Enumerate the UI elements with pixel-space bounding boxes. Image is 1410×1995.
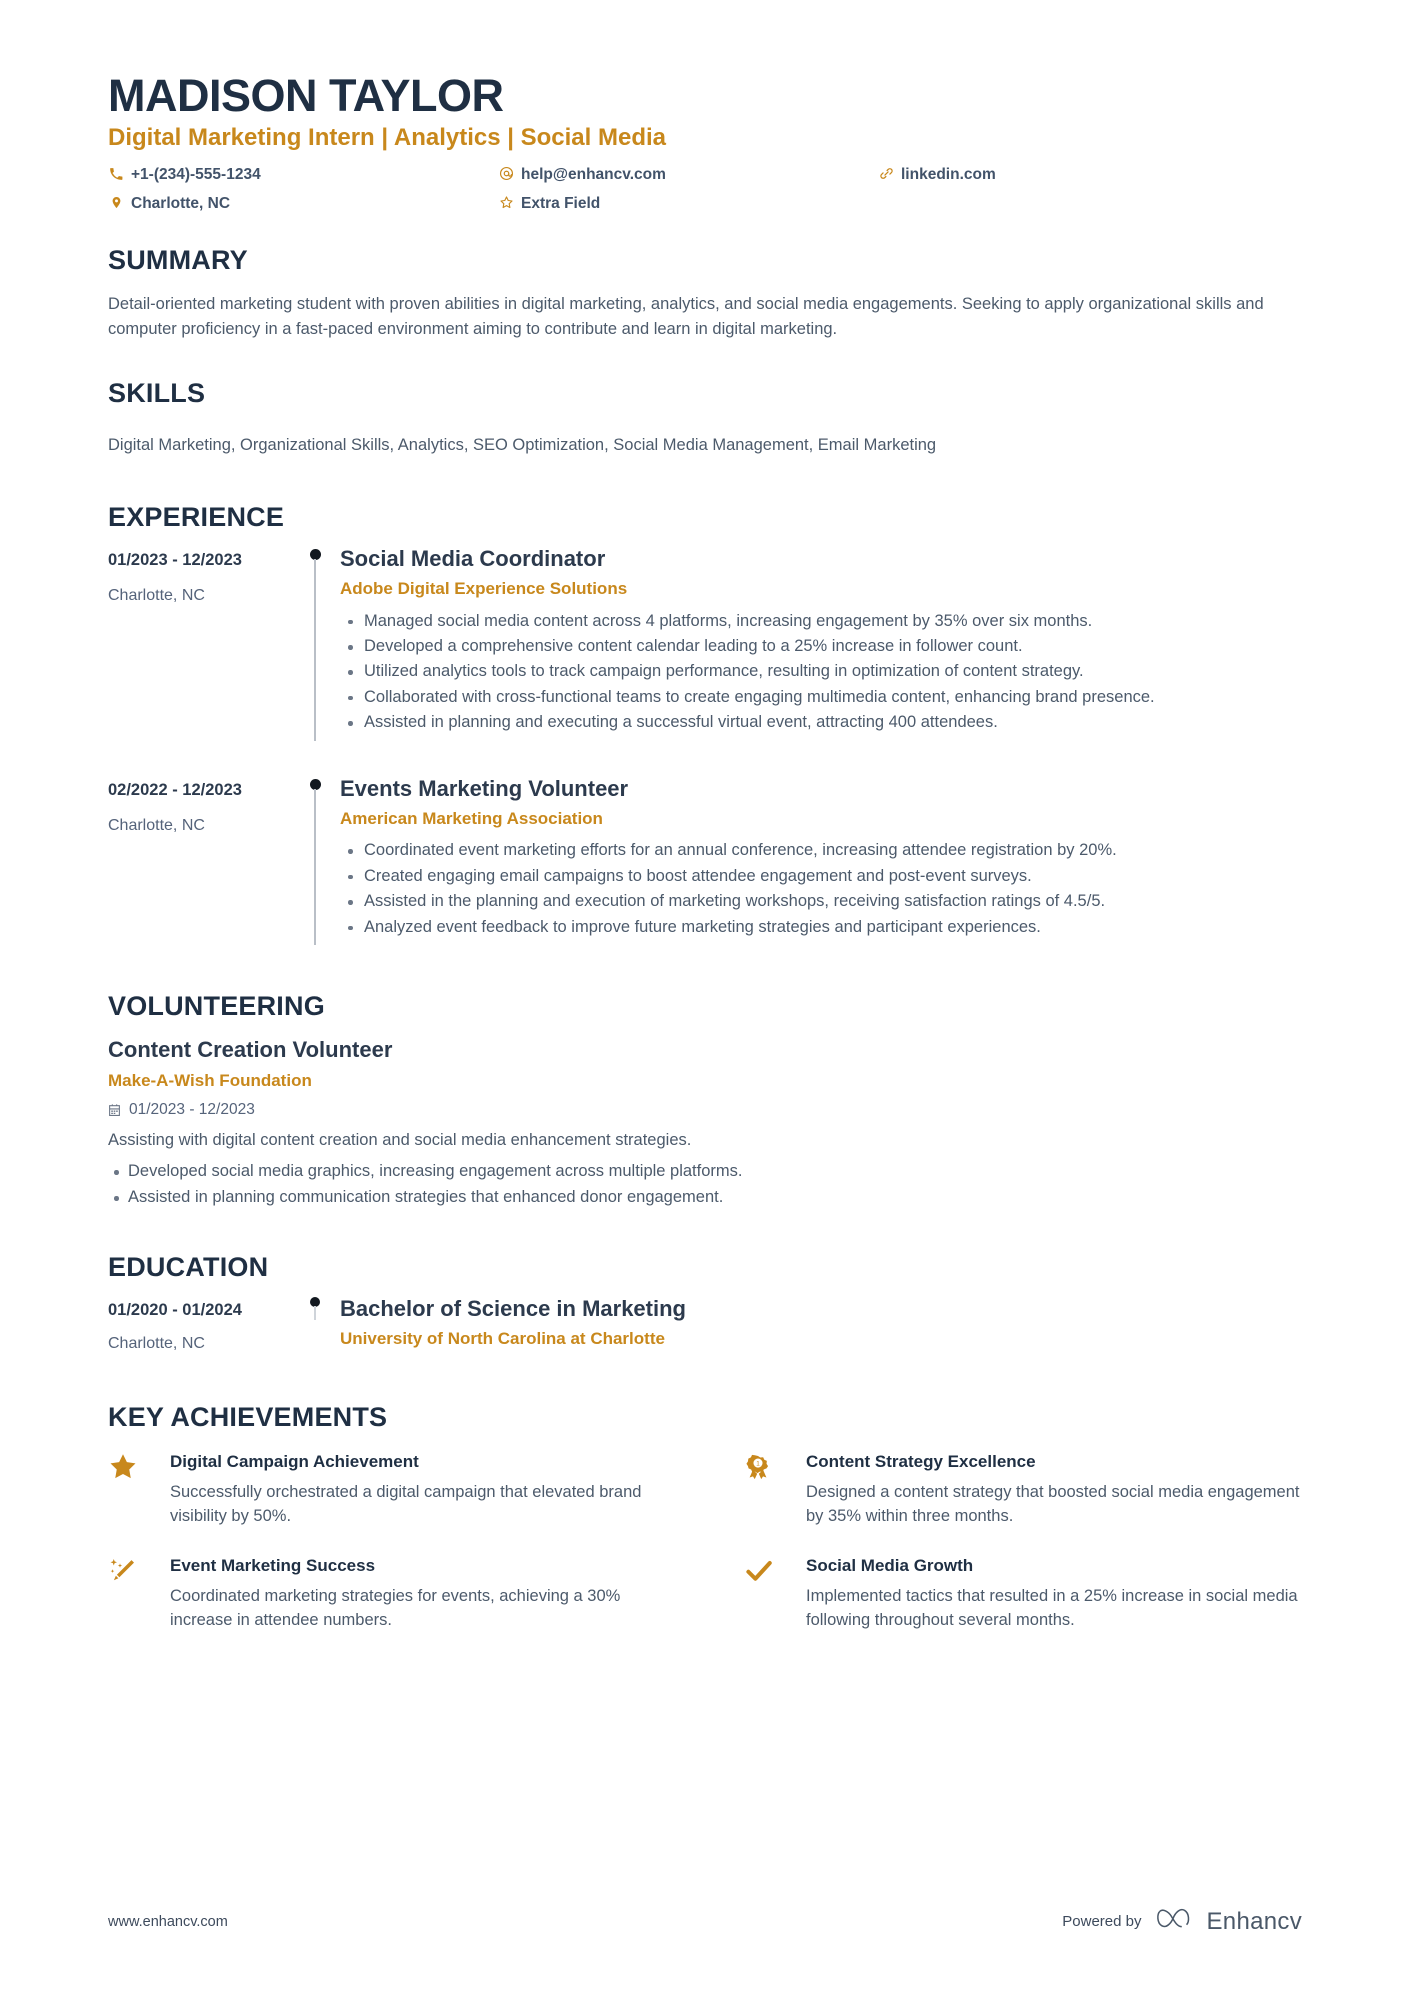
resume-header xyxy=(108,72,1302,215)
contact-info xyxy=(108,163,1302,215)
contact-email-text: help@enhancv.com xyxy=(521,166,666,184)
list-item: Developed social media graphics, increasing engagement across multiple platforms. xyxy=(128,1160,1302,1184)
achievement-item xyxy=(744,1555,1302,1633)
list-item: Assisted in planning and executing a successful virtual event, attracting 400 attendees. xyxy=(362,711,1302,734)
achievement-title: Content Strategy Excellence xyxy=(806,1451,1036,1471)
experience-company: Adobe Digital Experience Solutions xyxy=(340,579,628,599)
achievement-body xyxy=(170,1555,666,1633)
section-key-achievements xyxy=(108,1402,1302,1633)
experience-company: American Marketing Association xyxy=(340,809,603,829)
volunteering-role: Content Creation Volunteer xyxy=(108,1036,393,1062)
summary-text: Detail-oriented marketing student with proven abilities in digital marketing, analytics, and social media engagements. Seeking to apply organizational skills and computer proficiency in a fast-paced environment aiming to contribute and learn in digital marketing. xyxy=(108,294,1264,338)
experience-date: 02/2022 - 12/2023 xyxy=(108,780,242,799)
timeline-rail xyxy=(298,1295,332,1355)
star-icon xyxy=(498,192,514,213)
list-item: Assisted in planning communication strategies that enhanced donor engagement. xyxy=(128,1186,1302,1210)
enhancv-logo-icon xyxy=(1156,1906,1198,1937)
volunteering-description: Assisting with digital content creation and social media enhancement strategies. xyxy=(108,1131,692,1150)
skills-title: SKILLS xyxy=(108,377,206,408)
achievement-item xyxy=(108,1555,666,1633)
enhancv-brand xyxy=(1156,1906,1303,1937)
link-icon xyxy=(878,163,894,184)
magic-wand-icon xyxy=(108,1555,170,1586)
education-meta xyxy=(108,1295,298,1355)
award-ribbon-icon xyxy=(744,1451,806,1482)
volunteering-bullets xyxy=(108,1160,1302,1210)
contact-linkedin-text: linkedin.com xyxy=(901,166,996,184)
achievement-title: Event Marketing Success xyxy=(170,1555,376,1575)
powered-by-label: Powered by xyxy=(1062,1913,1142,1930)
section-volunteering xyxy=(108,991,1302,1210)
list-item: Utilized analytics tools to track campaign performance, resulting in optimization of content strategy. xyxy=(362,660,1302,683)
skills-text: Digital Marketing, Organizational Skills, Analytics, SEO Optimization, Social Media Management, Email Marketing xyxy=(108,435,937,454)
education-detail xyxy=(332,1295,1302,1355)
experience-meta xyxy=(108,545,298,741)
section-summary xyxy=(108,245,1302,342)
experience-detail xyxy=(332,545,1302,741)
achievement-body xyxy=(806,1451,1302,1529)
contact-phone[interactable] xyxy=(108,163,498,186)
achievement-description: Successfully orchestrated a digital campaign that elevated brand visibility by 50%. xyxy=(170,1482,642,1525)
achievement-title: Digital Campaign Achievement xyxy=(170,1451,419,1471)
timeline-line xyxy=(314,1306,316,1320)
timeline-rail xyxy=(298,775,332,945)
phone-icon xyxy=(108,163,124,184)
experience-role: Events Marketing Volunteer xyxy=(340,775,629,801)
achievement-description: Coordinated marketing strategies for events, achieving a 30% increase in attendee numbers. xyxy=(170,1586,621,1629)
list-item: Coordinated event marketing efforts for an annual conference, increasing attendee registration by 20%. xyxy=(362,839,1302,862)
education-item xyxy=(108,1295,1302,1355)
timeline-rail xyxy=(298,545,332,741)
contact-linkedin[interactable] xyxy=(878,163,1302,186)
achievement-description: Implemented tactics that resulted in a 25% increase in social media following throughout several months. xyxy=(806,1586,1298,1629)
list-item: Analyzed event feedback to improve future marketing strategies and participant experiences. xyxy=(362,916,1302,939)
list-item: Managed social media content across 4 platforms, increasing engagement by 35% over six months. xyxy=(362,610,1302,633)
list-item: Developed a comprehensive content calendar leading to a 25% increase in follower count. xyxy=(362,635,1302,658)
calendar-icon xyxy=(108,1103,121,1117)
achievement-item xyxy=(108,1451,666,1529)
footer-website-url[interactable]: www.enhancv.com xyxy=(108,1913,228,1930)
achievement-item xyxy=(744,1451,1302,1529)
experience-bullets xyxy=(340,610,1302,735)
list-item: Collaborated with cross-functional teams to create engaging multimedia content, enhancing brand presence. xyxy=(362,686,1302,709)
email-icon xyxy=(498,163,514,184)
achievement-title: Social Media Growth xyxy=(806,1555,974,1575)
contact-extra-field-text: Extra Field xyxy=(521,194,601,212)
location-icon xyxy=(108,192,124,213)
contact-location-text: Charlotte, NC xyxy=(131,194,231,212)
candidate-headline: Digital Marketing Intern | Analytics | Social Media xyxy=(108,124,666,152)
education-degree: Bachelor of Science in Marketing xyxy=(340,1296,686,1322)
education-school: University of North Carolina at Charlotte xyxy=(340,1328,665,1348)
achievement-body xyxy=(170,1451,666,1529)
section-skills xyxy=(108,378,1302,458)
list-item: Created engaging email campaigns to boost attendee engagement and post-event surveys. xyxy=(362,865,1302,888)
enhancv-brand-name: Enhancv xyxy=(1206,1907,1302,1935)
star-achievement-icon xyxy=(108,1451,170,1482)
summary-title: SUMMARY xyxy=(108,244,248,275)
volunteering-title: VOLUNTEERING xyxy=(108,990,325,1021)
experience-meta xyxy=(108,775,298,945)
experience-role: Social Media Coordinator xyxy=(340,545,606,571)
experience-location: Charlotte, NC xyxy=(108,587,205,605)
section-education xyxy=(108,1252,1302,1355)
key-achievements-title: KEY ACHIEVEMENTS xyxy=(108,1401,388,1432)
timeline-line xyxy=(314,789,316,945)
footer-branding xyxy=(1062,1906,1302,1937)
achievement-description: Designed a content strategy that boosted social media engagement by 35% within three months. xyxy=(806,1482,1300,1525)
contact-extra-field[interactable] xyxy=(498,192,878,215)
contact-phone-text: +1-(234)-555-1234 xyxy=(131,166,261,184)
checkmark-icon xyxy=(744,1555,806,1586)
experience-title: EXPERIENCE xyxy=(108,501,285,532)
contact-email[interactable] xyxy=(498,163,878,186)
experience-location: Charlotte, NC xyxy=(108,816,205,834)
experience-detail xyxy=(332,775,1302,945)
achievement-body xyxy=(806,1555,1302,1633)
education-location: Charlotte, NC xyxy=(108,1335,205,1353)
section-experience xyxy=(108,502,1302,945)
key-achievements-grid xyxy=(108,1451,1302,1633)
volunteering-date xyxy=(108,1101,1302,1119)
list-item: Assisted in the planning and execution of marketing workshops, receiving satisfaction ratings of 4.5/5. xyxy=(362,890,1302,913)
timeline-line xyxy=(314,559,316,741)
education-title: EDUCATION xyxy=(108,1252,269,1283)
volunteering-organization: Make-A-Wish Foundation xyxy=(108,1071,312,1091)
contact-location[interactable] xyxy=(108,192,498,215)
page-footer xyxy=(108,1906,1302,1937)
experience-item xyxy=(108,545,1302,741)
experience-date: 01/2023 - 12/2023 xyxy=(108,550,242,569)
svg-text:1: 1 xyxy=(756,1460,760,1468)
candidate-name: MADISON TAYLOR xyxy=(108,70,504,121)
experience-item xyxy=(108,775,1302,945)
education-date: 01/2020 - 01/2024 xyxy=(108,1301,242,1320)
experience-bullets xyxy=(340,839,1302,939)
volunteering-date-text: 01/2023 - 12/2023 xyxy=(129,1101,255,1119)
